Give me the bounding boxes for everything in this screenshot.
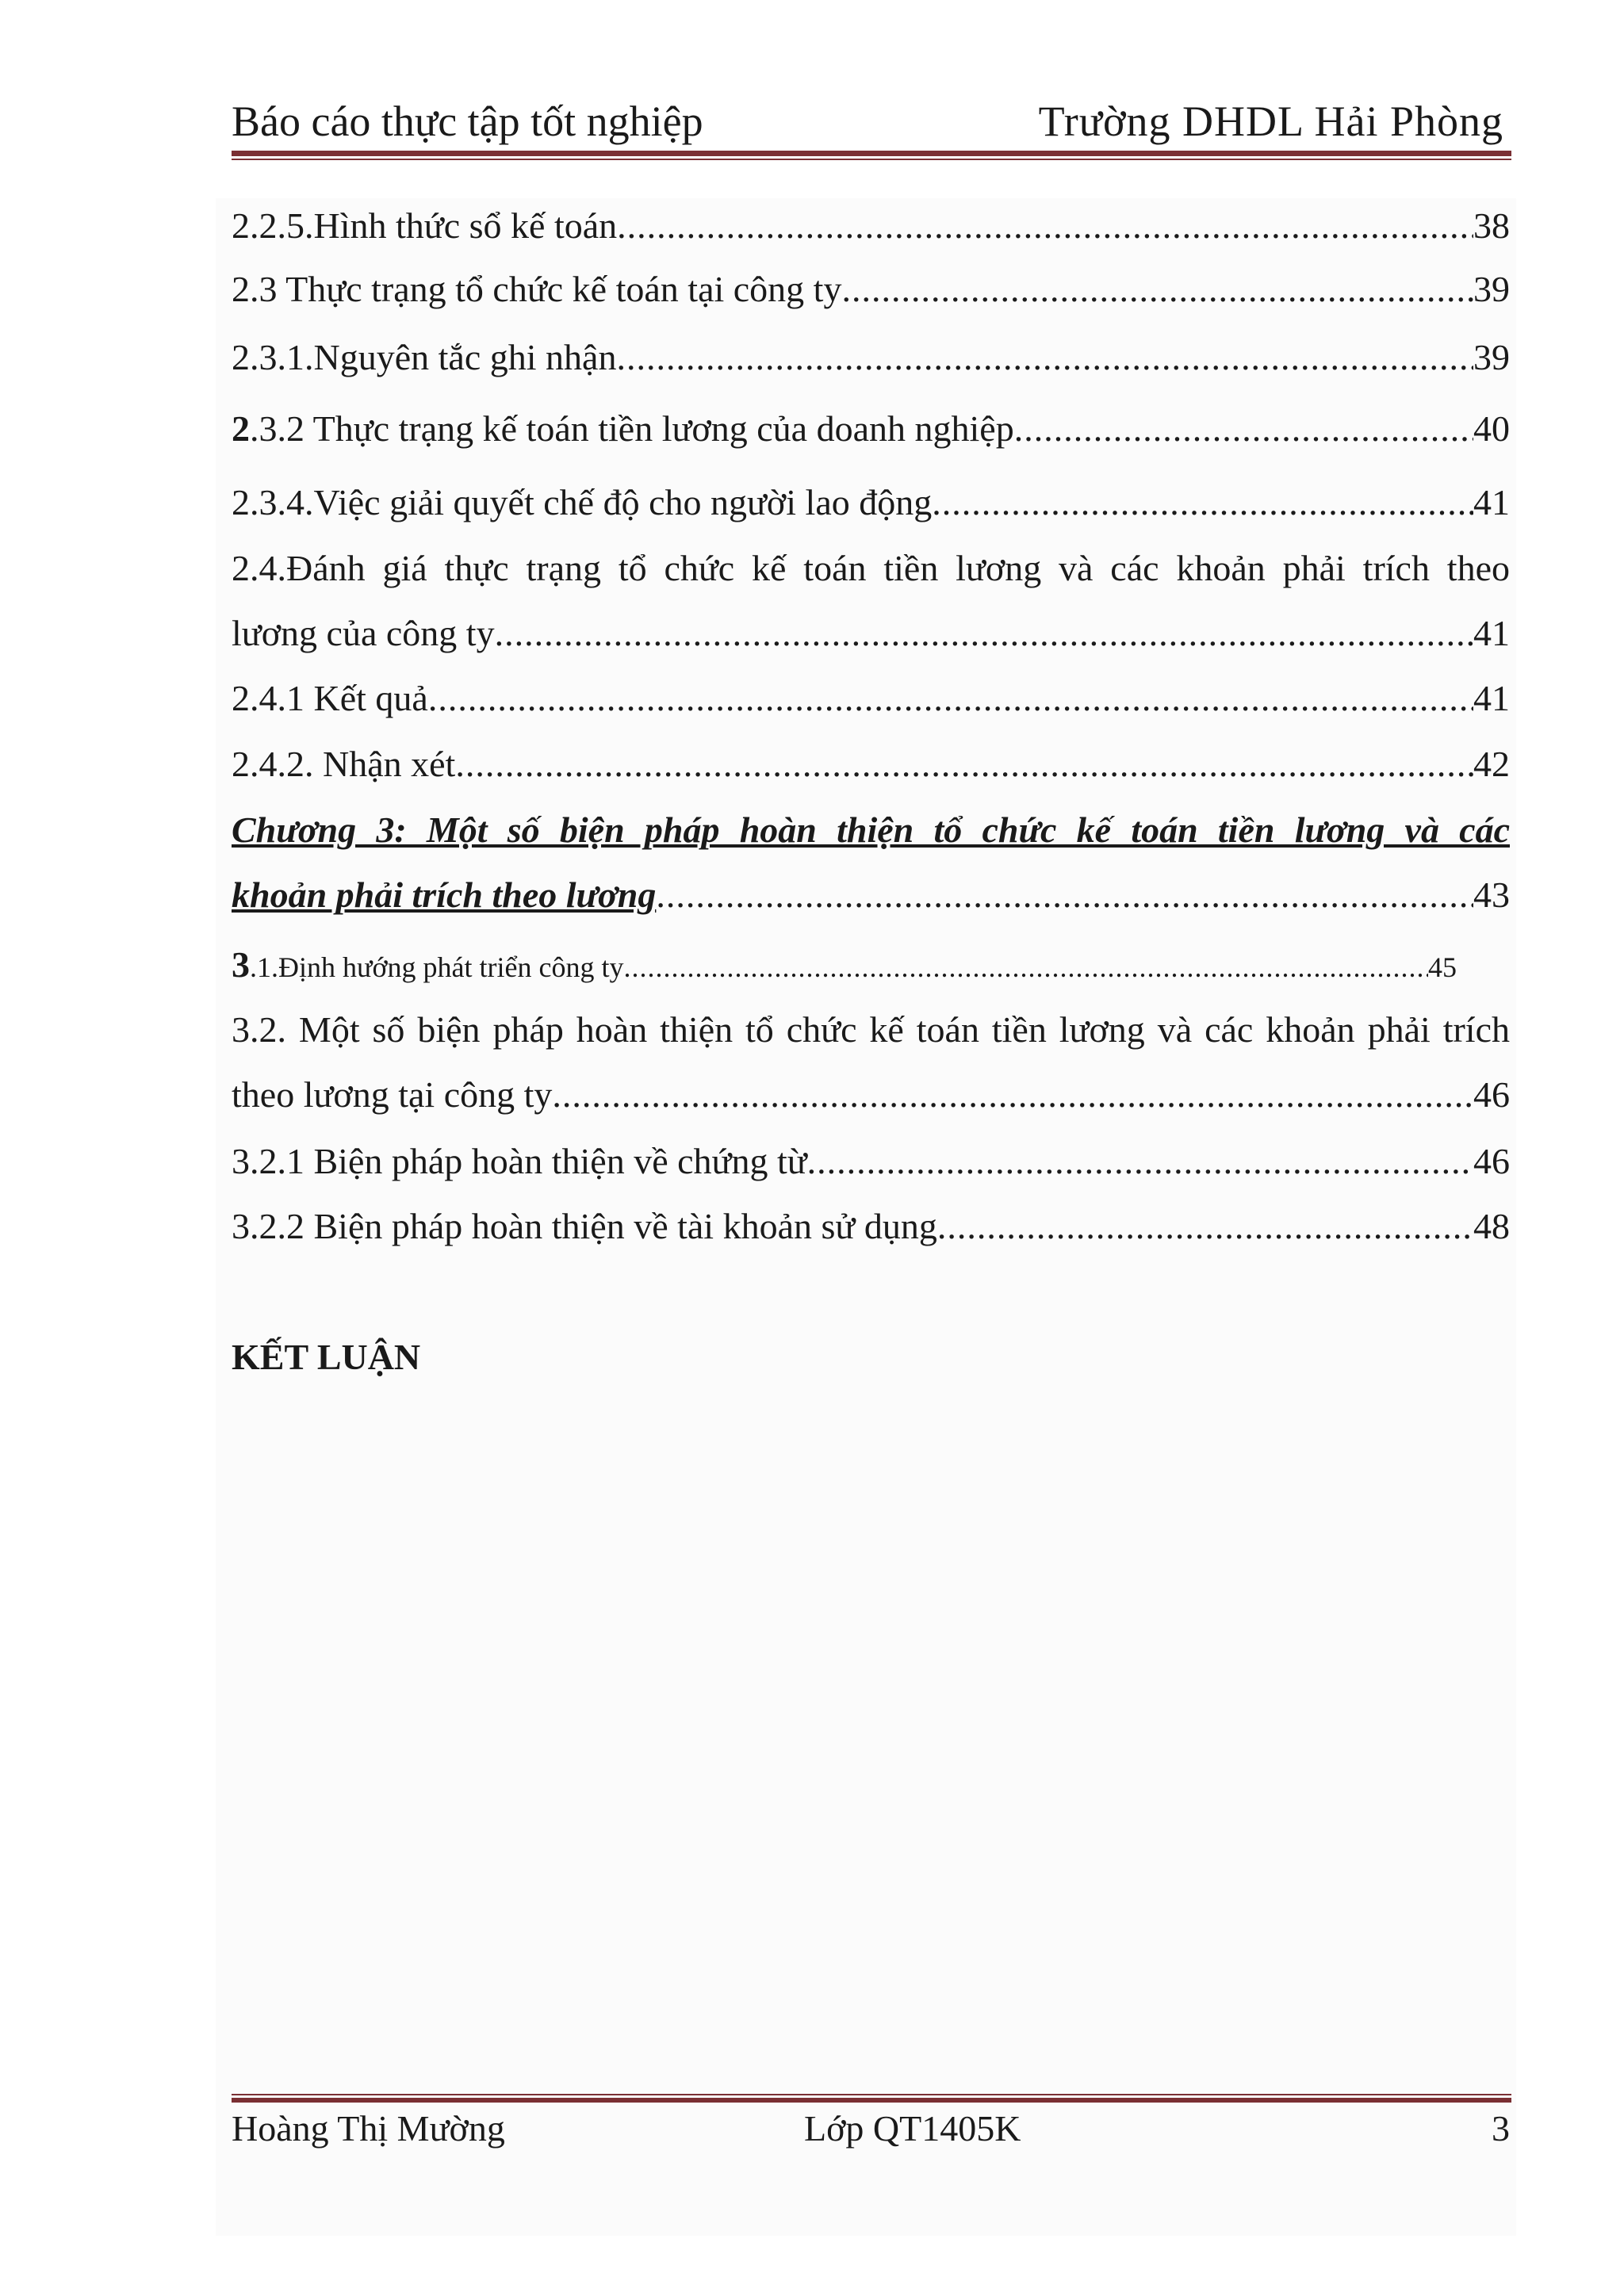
toc-entry-text: 3.2.2 Biện pháp hoàn thiện về tài khoản sử dụng bbox=[232, 1206, 937, 1246]
toc-leader-dots bbox=[1014, 404, 1473, 453]
toc-entry-page: 39 bbox=[1473, 269, 1510, 309]
toc-entry[interactable] bbox=[232, 333, 1510, 382]
toc-entry-page: 38 bbox=[1473, 205, 1510, 246]
toc-leader-dots bbox=[932, 478, 1473, 527]
toc-entry[interactable] bbox=[232, 1070, 1510, 1119]
toc-entry-text: theo lương tại công ty bbox=[232, 1074, 553, 1115]
toc-entry-line1: 3.2. Một số biện pháp hoàn thiện tổ chức kế toán tiền lương và các khoản phải trích bbox=[232, 1009, 1510, 1050]
toc-entry-text bbox=[232, 404, 1014, 453]
page-footer bbox=[232, 2101, 1510, 2156]
toc-entry[interactable] bbox=[232, 201, 1510, 251]
toc-leader-dots bbox=[617, 201, 1473, 251]
toc-leader-dots bbox=[656, 871, 1473, 920]
toc-leader-dots bbox=[937, 1202, 1473, 1251]
toc-leader-dots bbox=[552, 1070, 1473, 1119]
toc-entry-text: 2.4.2. Nhận xét bbox=[232, 744, 456, 784]
toc-entry-prefix: 3 bbox=[232, 944, 250, 985]
toc-entry-text: 2.2.5.Hình thức sổ kế toán bbox=[232, 205, 618, 246]
toc-entry-text: 2.4.1 Kết quả bbox=[232, 678, 428, 718]
header-report-title: Báo cáo thực tập tốt nghiệp bbox=[232, 98, 703, 145]
toc-entry-page: 42 bbox=[1473, 744, 1510, 784]
header-rule bbox=[232, 151, 1511, 156]
toc-entry[interactable] bbox=[232, 940, 1457, 989]
toc-entry[interactable] bbox=[232, 609, 1510, 658]
toc-entry-text: 2.3 Thực trạng tổ chức kế toán tại công ty bbox=[232, 269, 842, 309]
conclusion-heading: KẾT LUẬN bbox=[232, 1337, 421, 1377]
toc-entry-text-rest: .1.Định hướng phát triển công ty bbox=[250, 951, 624, 983]
toc-entry-page: 46 bbox=[1473, 1141, 1510, 1181]
toc-entry-page: 41 bbox=[1473, 678, 1510, 718]
toc-entry[interactable] bbox=[232, 1137, 1510, 1186]
footer-rule-thin bbox=[232, 2094, 1511, 2095]
page-number: 3 bbox=[1492, 2108, 1510, 2149]
header-rule-thin bbox=[232, 159, 1511, 160]
toc-entry-text: 2.3.1.Nguyên tắc ghi nhận bbox=[232, 337, 617, 377]
toc-leader-dots bbox=[455, 740, 1473, 789]
toc-leader-dots bbox=[807, 1137, 1473, 1186]
toc-entry-page: 39 bbox=[1473, 337, 1510, 377]
toc-entry-page: 45 bbox=[1428, 951, 1457, 983]
toc-entry[interactable] bbox=[232, 478, 1510, 527]
toc-entry[interactable] bbox=[232, 740, 1510, 789]
toc-entry[interactable] bbox=[232, 674, 1510, 723]
toc-chapter-entry[interactable] bbox=[232, 871, 1510, 920]
toc-entry-text: 3.2.1 Biện pháp hoàn thiện về chứng từ bbox=[232, 1141, 807, 1181]
header-school-name: Trường DHDL Hải Phòng bbox=[1038, 98, 1503, 145]
toc-leader-dots bbox=[841, 265, 1473, 314]
toc-entry-text: 2.3.4.Việc giải quyết chế độ cho người lao động bbox=[232, 482, 933, 522]
toc-leader-dots bbox=[616, 333, 1473, 382]
toc-entry-page: 41 bbox=[1473, 482, 1510, 522]
toc-chapter-line1: Chương 3: Một số biện pháp hoàn thiện tổ chức kế toán tiền lương và các bbox=[232, 809, 1510, 850]
toc-entry-page: 41 bbox=[1473, 613, 1510, 653]
footer-author: Hoàng Thị Mường bbox=[232, 2108, 505, 2149]
toc-leader-dots bbox=[623, 943, 1428, 992]
toc-entry-line1: 2.4.Đánh giá thực trạng tổ chức kế toán tiền lương và các khoản phải trích theo bbox=[232, 548, 1510, 588]
toc-entry-text-rest: .3.2 Thực trạng kế toán tiền lương của doanh nghiệp bbox=[250, 408, 1014, 449]
toc-entry[interactable] bbox=[232, 404, 1510, 453]
toc-entry-text: khoản phải trích theo lương bbox=[232, 874, 657, 915]
toc-entry-prefix: 2 bbox=[232, 408, 250, 449]
toc-entry-page: 48 bbox=[1473, 1206, 1510, 1246]
footer-class: Lớp QT1405K bbox=[804, 2108, 1021, 2149]
toc-entry-text: lương của công ty bbox=[232, 613, 495, 653]
page-header bbox=[232, 94, 1503, 149]
toc-entry-text bbox=[232, 940, 623, 992]
toc-leader-dots bbox=[428, 674, 1473, 723]
toc-entry-page: 46 bbox=[1473, 1074, 1510, 1115]
toc-entry[interactable] bbox=[232, 265, 1510, 314]
toc-entry[interactable] bbox=[232, 1202, 1510, 1251]
toc-entry-page: 40 bbox=[1473, 408, 1510, 449]
toc-entry-page: 43 bbox=[1473, 874, 1510, 915]
toc-leader-dots bbox=[495, 609, 1473, 658]
